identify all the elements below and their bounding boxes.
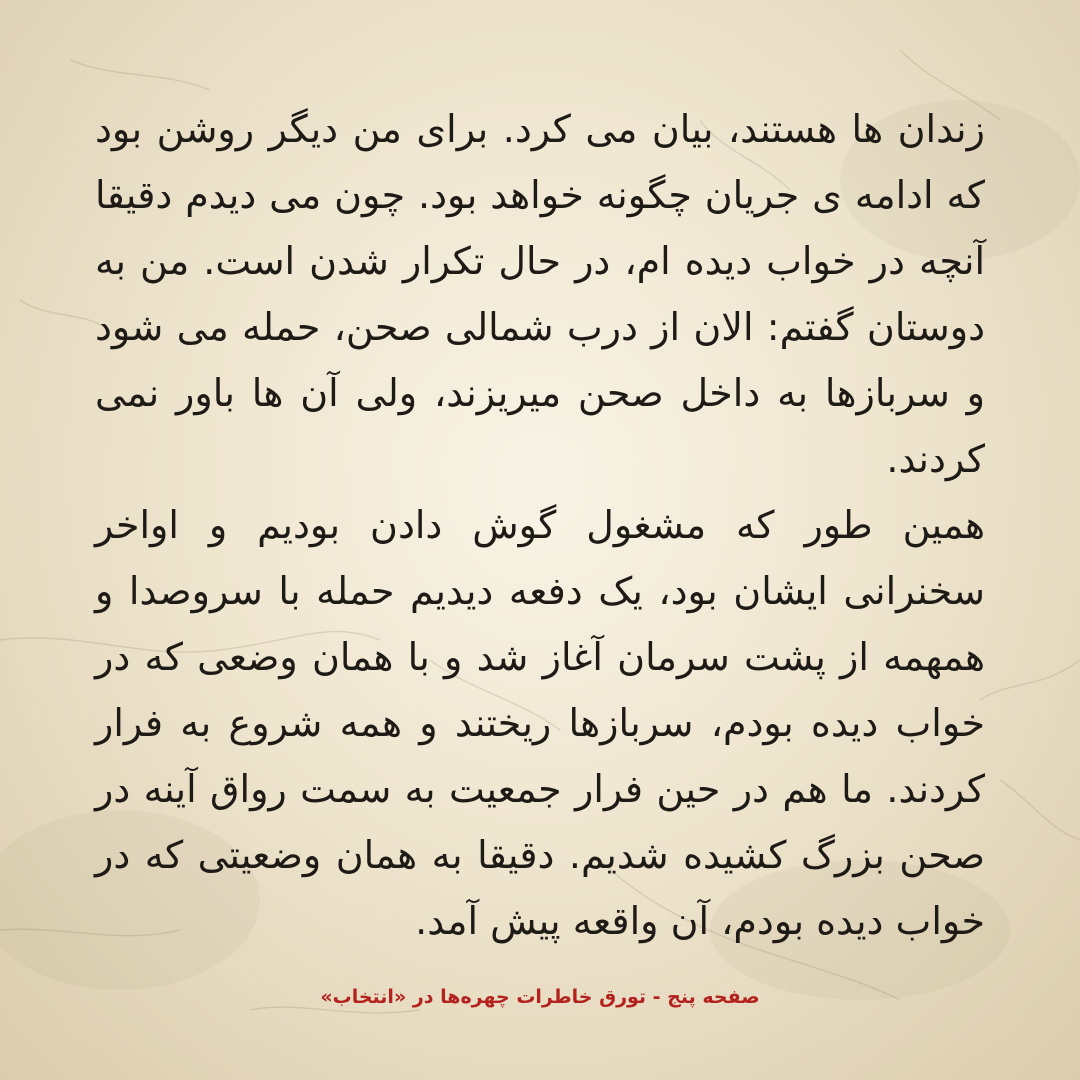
- paragraph-2: همین طور که مشغول گوش دادن بودیم و اواخر سخنرانی ایشان بود، یک دفعه دیدیم حمله با سروصدا و همهمه از پشت سرمان آغاز شد و با همان وضعی که در خواب دیده بودم، سربازها ریختند و همه شروع به فرار کردند. ما هم در حین فرار جمعیت به سمت رواق آینه در صحن بزرگ کشیده شدیم. دقیقا به همان وضعیتی که در خواب دیده بودم، آن واقعه پیش آمد.: [95, 503, 985, 943]
- paragraph-1: زندان ها هستند، بیان می کرد. برای من دیگر روشن بود که ادامه ی جریان چگونه خواهد بود. چون می دیدم دقیقا آنچه در خواب دیده ام، در حال تکرار شدن است. من به دوستان گفتم: الان از درب شمالی صحن، حمله می شود و سربازها به داخل صحن میریزند، ولی آن ها باور نمی کردند.: [95, 107, 985, 481]
- source-caption: صفحه پنج - تورق خاطرات چهره‌ها در «انتخاب»: [320, 986, 760, 1008]
- story-text: [95, 96, 985, 954]
